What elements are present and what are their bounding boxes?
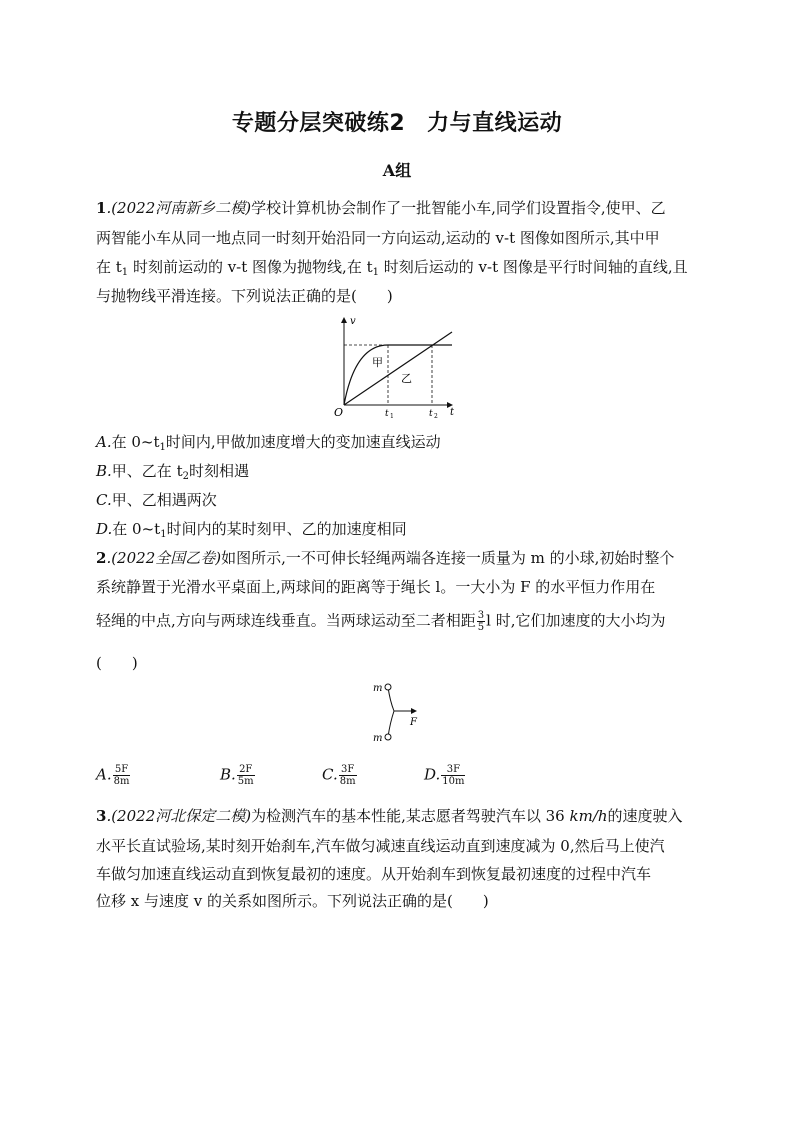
v-axis-label: v — [350, 316, 356, 327]
option-letter: C. — [96, 491, 112, 509]
fraction-denominator: 8m — [339, 776, 356, 787]
q1-text-3a: 在 t — [96, 258, 122, 276]
group-heading: A组 — [382, 161, 412, 180]
title-sub: 力与直线运动 — [427, 111, 563, 136]
q2-line-3 — [96, 610, 666, 633]
q1-sub: 1 — [121, 267, 129, 278]
option-letter: B. — [96, 462, 112, 480]
q1-source: .(2022河南新乡二模) — [106, 199, 252, 217]
t2-label: t — [429, 409, 433, 419]
q2-text-1: 如图所示,一不可伸长轻绳两端各连接一质量为 m 的小球,初始时整个 — [221, 549, 675, 567]
option-text: 时间内,甲做加速度增大的变加速直线运动 — [165, 433, 441, 451]
q1-line-4: 与抛物线平滑连接。下列说法正确的是( ) — [96, 287, 393, 305]
q2-option-c[interactable] — [322, 764, 358, 787]
q1-option-a[interactable] — [96, 432, 441, 452]
q1-sub: 1 — [159, 442, 166, 453]
q1-line-1 — [96, 198, 666, 218]
origin-label: O — [334, 406, 344, 419]
q3-line-4: 位移 x 与速度 v 的关系如图所示。下列说法正确的是( ) — [96, 892, 489, 910]
fraction-numerator: 3F — [339, 764, 357, 776]
q2-option-a[interactable] — [96, 764, 131, 787]
option-text: 时刻相遇 — [188, 462, 249, 480]
jia-curve — [344, 345, 452, 405]
force-label: F — [410, 717, 417, 728]
q2-line-4: ( ) — [96, 654, 138, 672]
q2-line-2: 系统静置于光滑水平桌面上,两球间的距离等于绳长 l。一大小为 F 的水平恒力作用在 — [96, 578, 656, 596]
ball-top — [385, 684, 391, 690]
option-fraction — [237, 764, 255, 787]
q3-source: .(2022河北保定二模) — [106, 807, 252, 825]
t1-label: t — [385, 409, 389, 419]
q3-line-3: 车做匀加速直线运动直到恢复最初的速度。从开始刹车到恢复最初速度的过程中汽车 — [96, 865, 652, 883]
option-letter: A. — [96, 433, 112, 451]
fraction-denominator: 10m — [442, 776, 465, 787]
q1-text-3b: 时刻前运动的 v-t 图像为抛物线,在 t — [128, 258, 373, 276]
option-text: 在 0~t — [111, 433, 160, 451]
mass-label-bottom: m — [373, 733, 383, 744]
fraction-denominator: 8m — [113, 776, 130, 787]
q1-sub: 1 — [160, 529, 167, 540]
q1-option-d[interactable] — [96, 519, 407, 539]
q3-line-1 — [96, 806, 683, 826]
q1-sub: 1 — [372, 267, 379, 278]
q1-sub: 2 — [182, 471, 189, 482]
page-title — [0, 106, 794, 137]
t1-subscript: 1 — [390, 413, 394, 420]
option-letter: A. — [96, 765, 112, 784]
q1-option-c[interactable] — [96, 490, 217, 510]
vt-graph-figure — [328, 312, 458, 420]
option-text: 甲、乙相遇两次 — [111, 491, 217, 509]
ball-bottom — [385, 734, 391, 740]
yi-label: 乙 — [401, 372, 412, 385]
q1-line-2: 两智能小车从同一地点同一时刻开始沿同一方向运动,运动的 v-t 图像如图所示,其中甲 — [96, 229, 660, 247]
q2-source: .(2022全国乙卷) — [106, 549, 222, 567]
q3-unit: km/h — [569, 807, 608, 825]
t2-subscript: 2 — [434, 413, 438, 420]
option-fraction — [339, 764, 357, 787]
rope — [388, 687, 394, 737]
q2-line-1 — [96, 548, 674, 568]
q3-text-1a: 为检测汽车的基本性能,某志愿者驾驶汽车以 36 — [251, 807, 570, 825]
option-text: 甲、乙在 t — [111, 462, 183, 480]
q1-number: 1 — [96, 199, 107, 217]
t-axis-label: t — [450, 407, 455, 418]
fraction-denominator: 5 — [477, 622, 485, 633]
option-text: 时间内的某时刻甲、乙的加速度相同 — [166, 520, 407, 538]
mass-label-top: m — [373, 683, 383, 694]
fraction-numerator: 5F — [113, 764, 131, 776]
q2-text-3a: 轻绳的中点,方向与两球连线垂直。当两球运动至二者相距 — [96, 611, 476, 630]
fraction-numerator: 3 — [477, 610, 485, 621]
option-letter: C. — [322, 765, 338, 784]
option-letter: D. — [96, 520, 113, 538]
q3-line-2: 水平长直试验场,某时刻开始刹车,汽车做匀减速直线运动直到速度减为 0,然后马上使汽 — [96, 837, 665, 855]
rope-balls-figure — [366, 677, 426, 747]
q2-number: 2 — [96, 549, 107, 567]
fraction-numerator: 2F — [237, 764, 255, 776]
q3-text-1b: 的速度驶入 — [607, 807, 683, 825]
jia-label: 甲 — [372, 356, 383, 369]
q1-line-3 — [96, 257, 688, 277]
yi-line — [344, 332, 452, 405]
q1-text-1: 学校计算机协会制作了一批智能小车,同学们设置指令,使甲、乙 — [251, 199, 666, 217]
q1-option-b[interactable] — [96, 461, 249, 481]
q1-text-3c: 时刻后运动的 v-t 图像是平行时间轴的直线,且 — [379, 258, 688, 276]
fraction-denominator: 5m — [237, 776, 254, 787]
option-fraction — [441, 764, 465, 787]
option-text: 在 0~t — [112, 520, 161, 538]
fraction-numerator: 3F — [441, 764, 465, 776]
title-main: 专题分层突破练2 — [231, 111, 406, 136]
option-fraction — [113, 764, 131, 787]
option-letter: B. — [220, 765, 236, 784]
q2-text-3b: l 时,它们加速度的大小均为 — [486, 611, 666, 630]
q2-option-b[interactable] — [220, 764, 256, 787]
q2-option-d[interactable] — [424, 764, 466, 787]
q3-number: 3 — [96, 807, 107, 825]
fraction-three-fifths — [477, 610, 485, 633]
option-letter: D. — [424, 765, 441, 784]
